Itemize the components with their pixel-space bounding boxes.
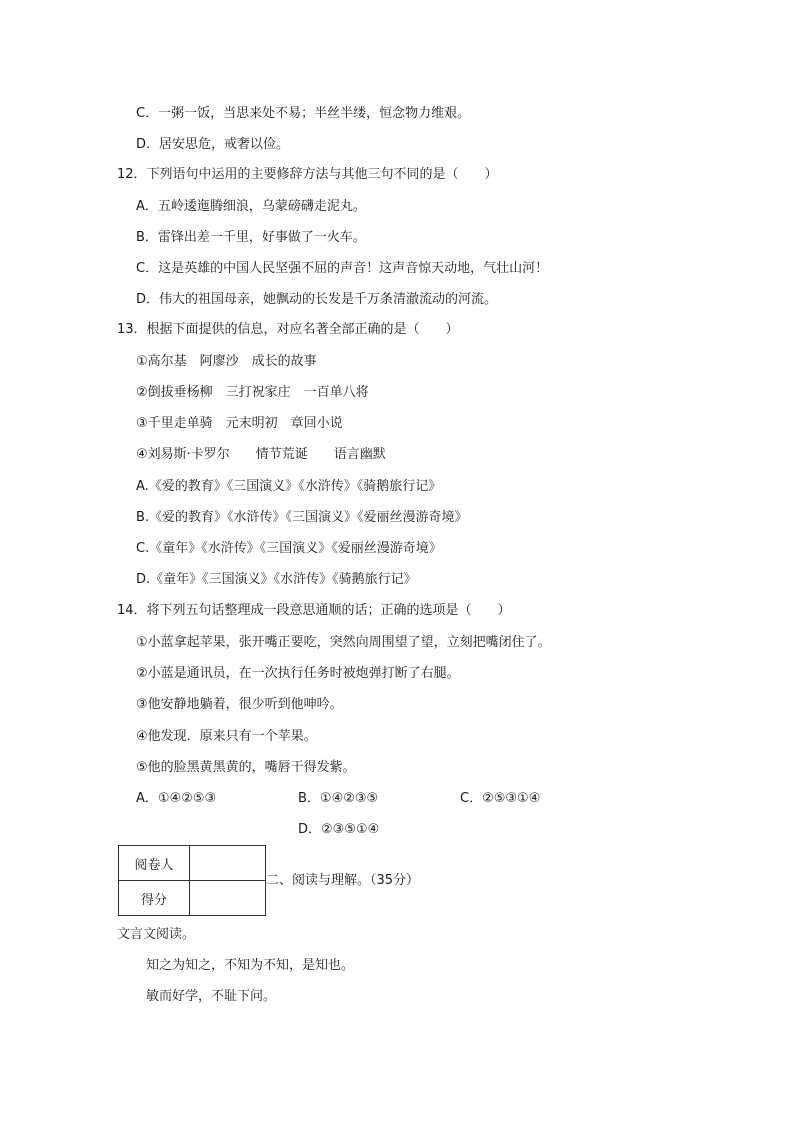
- q14-sentence-2: ②小蓝是通讯员，在一次执行任务时被炮弹打断了右腿。: [136, 666, 460, 681]
- score-blank-cell: [190, 881, 266, 916]
- q13-stem: 13．根据下面提供的信息，对应名著全部正确的是（ ）: [117, 322, 459, 337]
- q13-option-c: C.《童年》《水浒传》《三国演义》《爱丽丝漫游奇境》: [136, 541, 442, 556]
- q12-stem: 12．下列语句中运用的主要修辞方法与其他三句不同的是（ ）: [117, 167, 498, 182]
- section-2-title: 二、阅读与理解。（35分）: [266, 873, 420, 888]
- q13-clue-2: ②倒拔垂杨柳 三打祝家庄 一百单八将: [136, 385, 369, 400]
- reviewer-blank-cell: [190, 846, 266, 881]
- q13-option-d: D.《童年》《三国演义》《水浒传》《骑鹅旅行记》: [136, 572, 417, 587]
- q14-sentence-3: ③他安静地躺着，很少听到他呻吟。: [136, 697, 343, 712]
- q14-option-c: C．②⑤③①④: [460, 791, 541, 806]
- score-label: 得分: [119, 881, 190, 916]
- score-box-row: [119, 881, 266, 916]
- classical-quote-1: 知之为知之，不知为不知，是知也。: [146, 958, 355, 973]
- q13-option-b: B.《爱的教育》《水浒传》《三国演义》《爱丽丝漫游奇境》: [136, 510, 468, 525]
- q12-option-d: D．伟大的祖国母亲，她飘动的长发是千万条清澈流动的河流。: [136, 292, 498, 307]
- q11-option-c: C．一粥一饭，当思来处不易；半丝半缕，恒念物力维艰。: [136, 106, 471, 121]
- q14-option-d: D．②③⑤①④: [298, 822, 380, 837]
- section-2-sub-heading: 文言文阅读。: [117, 927, 196, 942]
- q14-stem: 14．将下列五句话整理成一段意思通顺的话；正确的选项是（ ）: [117, 603, 511, 618]
- q14-option-b: B．①④②③⑤: [298, 791, 379, 806]
- q13-clue-3: ③千里走单骑 元末明初 章回小说: [136, 416, 343, 431]
- score-box-row: [119, 846, 266, 881]
- q14-option-a: A．①④②⑤③: [136, 791, 217, 806]
- q12-option-c: C．这是英雄的中国人民坚强不屈的声音！这声音惊天动地，气壮山河！: [136, 261, 549, 276]
- q12-option-b: B．雷锋出差一千里，好事做了一火车。: [136, 230, 366, 245]
- score-box: [118, 845, 266, 916]
- q13-clue-4: ④刘易斯·卡罗尔 情节荒诞 语言幽默: [136, 447, 386, 462]
- q14-sentence-1: ①小蓝拿起苹果，张开嘴正要吃，突然向周围望了望，立刻把嘴闭住了。: [136, 635, 551, 650]
- q13-option-a: A.《爱的教育》《三国演义》《水浒传》《骑鹅旅行记》: [136, 479, 442, 494]
- q14-sentence-5: ⑤他的脸黑黄黑黄的，嘴唇干得发紫。: [136, 760, 356, 775]
- q12-option-a: A．五岭逶迤腾细浪，乌蒙磅礴走泥丸。: [136, 199, 366, 214]
- q11-option-d: D．居安思危，戒奢以俭。: [136, 137, 290, 152]
- q14-sentence-4: ④他发现．原来只有一个苹果。: [136, 729, 317, 744]
- reviewer-label: 阅卷人: [119, 846, 190, 881]
- q13-clue-1: ①高尔基 阿廖沙 成长的故事: [136, 354, 317, 369]
- classical-quote-2: 敏而好学，不耻下问。: [146, 989, 277, 1004]
